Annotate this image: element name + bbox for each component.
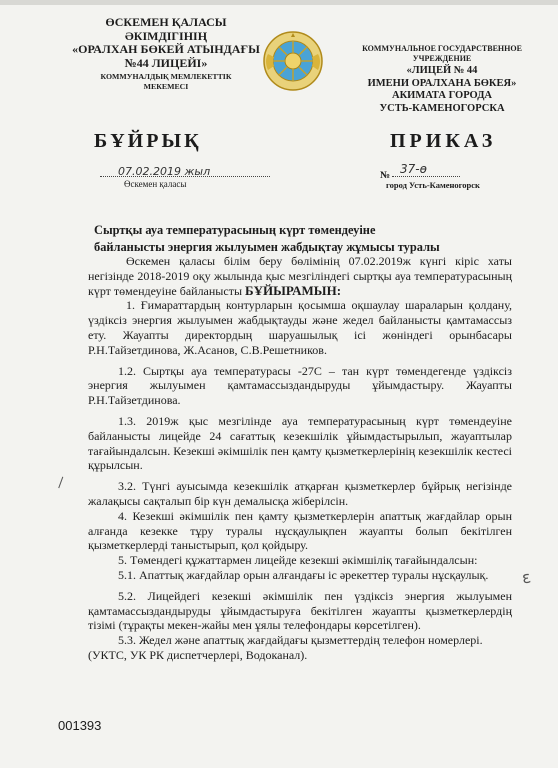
city-ru: город Усть-Каменогорск (386, 180, 480, 190)
subject-line: байланысты энергия жылуымен жабдықтау жұмысы туралы (94, 240, 440, 254)
state-emblem-icon (262, 30, 324, 92)
order-number-label: № (380, 170, 391, 181)
clause-1-3: 1.3. 2019ж қыс мезгілінде ауа температурасының күрт төмендеуіне байланысты лицейде 24 сағаттық кезекшілік ұйымдастырылып, жауаптылар тағайындалсын. Кезекші әкімшілік пен қамту қызметкерлерінің кезекшілік кестесі құрылсын. (88, 413, 512, 473)
header-right-line: «ЛИЦЕЙ № 44 (406, 65, 478, 76)
clause-4: 4. Кезекші әкімшілік пен қамту қызметкерлерін апаттық жағдайлар орын алғанда кезекке тұру туралы нұсқаулықпен жауапты болып бекітілген қызметкерлерді таныстырып, қол қойдыру. (88, 508, 512, 553)
header-right-ru (344, 44, 540, 115)
header-right-line: ИМЕНИ ОРАЛХАНА БӨКЕЯ» (367, 77, 517, 89)
intro-paragraph (88, 254, 512, 298)
header-left-line: «ОРАЛХАН БӨКЕЙ АТЫНДАҒЫ (72, 42, 260, 56)
clause-5-2: 5.2. Лицейдегі кезекші әкімшілік пен үздіксіз энергия жылуымен қамтамассыздандыруды ұйымдастыруға бекітілген жауапты қызметкерлердің тізімі (тұрақты мекен-жайы мен ұялы телефондары көрсетілген). (88, 588, 512, 633)
header-right-line: КОММУНАЛЬНОЕ ГОСУДАРСТВЕННОЕ (362, 44, 522, 53)
clause-1: 1. Ғимараттардың контурларын қосымша оқшаулау шараларын қолдану, үздіксіз энергия жылуымен жабдықтауды және жедел байланысты қамтамассыз ету. Жауапты директордың шаруашылық ісі жөніндегі орынбасары Р.Н.Тайзетдинова, Ж.Асанов, С.В.Решетников. (88, 298, 512, 357)
document-subject (94, 222, 474, 256)
header-left-kz (68, 16, 264, 92)
header-left-line: ӨСКЕМЕН ҚАЛАСЫ (105, 15, 227, 29)
city-kz: Өскемен қаласы (124, 179, 187, 189)
clause-5-1: 5.1. Апаттық жағдайлар орын алғандағы іс әрекеттер туралы нұсқаулық. (118, 567, 489, 582)
order-date-handwritten: 07.02.2019 жыл (118, 165, 211, 178)
clause-5-3-note: (УКТС, УК РК диспетчерлері, Водоканал). (88, 647, 308, 662)
clause-1-2: 1.2. Сыртқы ауа температурасы -27С – тан күрт төмендегенде үздіксіз энергия жылуымен қамтамассыздандыруды ұйымдастыру. Жауапты Р.Н.Тайзетдинова. (88, 363, 512, 408)
header-left-line: КОММУНАЛДЫҚ МЕМЛЕКЕТТІК (100, 72, 232, 81)
document-body (88, 254, 512, 663)
clause-5-3: 5.3. Жедел және апаттық жағдайдағы қызметтердің телефон номерлері. (118, 633, 483, 648)
order-title-kz: БҰЙРЫҚ (94, 130, 202, 152)
serial-number: 001393 (58, 718, 102, 733)
header-right-line: УСТЬ-КАМЕНОГОРСКА (379, 102, 505, 114)
header-right-line: АКИМАТА ГОРОДА (391, 90, 492, 101)
date-underline (100, 176, 270, 177)
header-left-line: №44 ЛИЦЕЙІ» (124, 55, 208, 70)
order-number-handwritten: 37-ө (400, 162, 427, 176)
clause-3-2: 3.2. Түнгі ауысымда кезекшілік атқарған қызметкерлер бұйрық негізінде жалақысы сақталып бір күн демалысқа жіберілсін. (88, 479, 512, 508)
pen-mark: ε (520, 567, 533, 588)
number-underline (392, 176, 460, 177)
header-left-line: МЕКЕМЕСІ (143, 82, 189, 91)
subject-line: Сыртқы ауа температурасының күрт төмендеуіне (94, 223, 376, 237)
scan-edge (0, 0, 558, 5)
order-title-ru: ПРИКАЗ (390, 130, 497, 152)
order-keyword: БҰЙЫРАМЫН: (245, 282, 342, 298)
header-left-line: ӘКІМДІГІНІҢ (124, 28, 208, 43)
pen-mark (58, 477, 72, 492)
intro-text: Өскемен қаласы білім беру бөлімінің 07.02.2019ж күнгі кіріс хаты негізінде 2018-2019 оқу жылында қыс мезгіліндегі сыртқы ауа температурасының күрт төмендеуіне байланысты (88, 254, 512, 298)
header-right-line: УЧРЕЖДЕНИЕ (412, 54, 472, 63)
clause-5: 5. Төмендегі құжаттармен лицейде кезекші әкімшіліқ тағайындалсын: (118, 553, 478, 568)
